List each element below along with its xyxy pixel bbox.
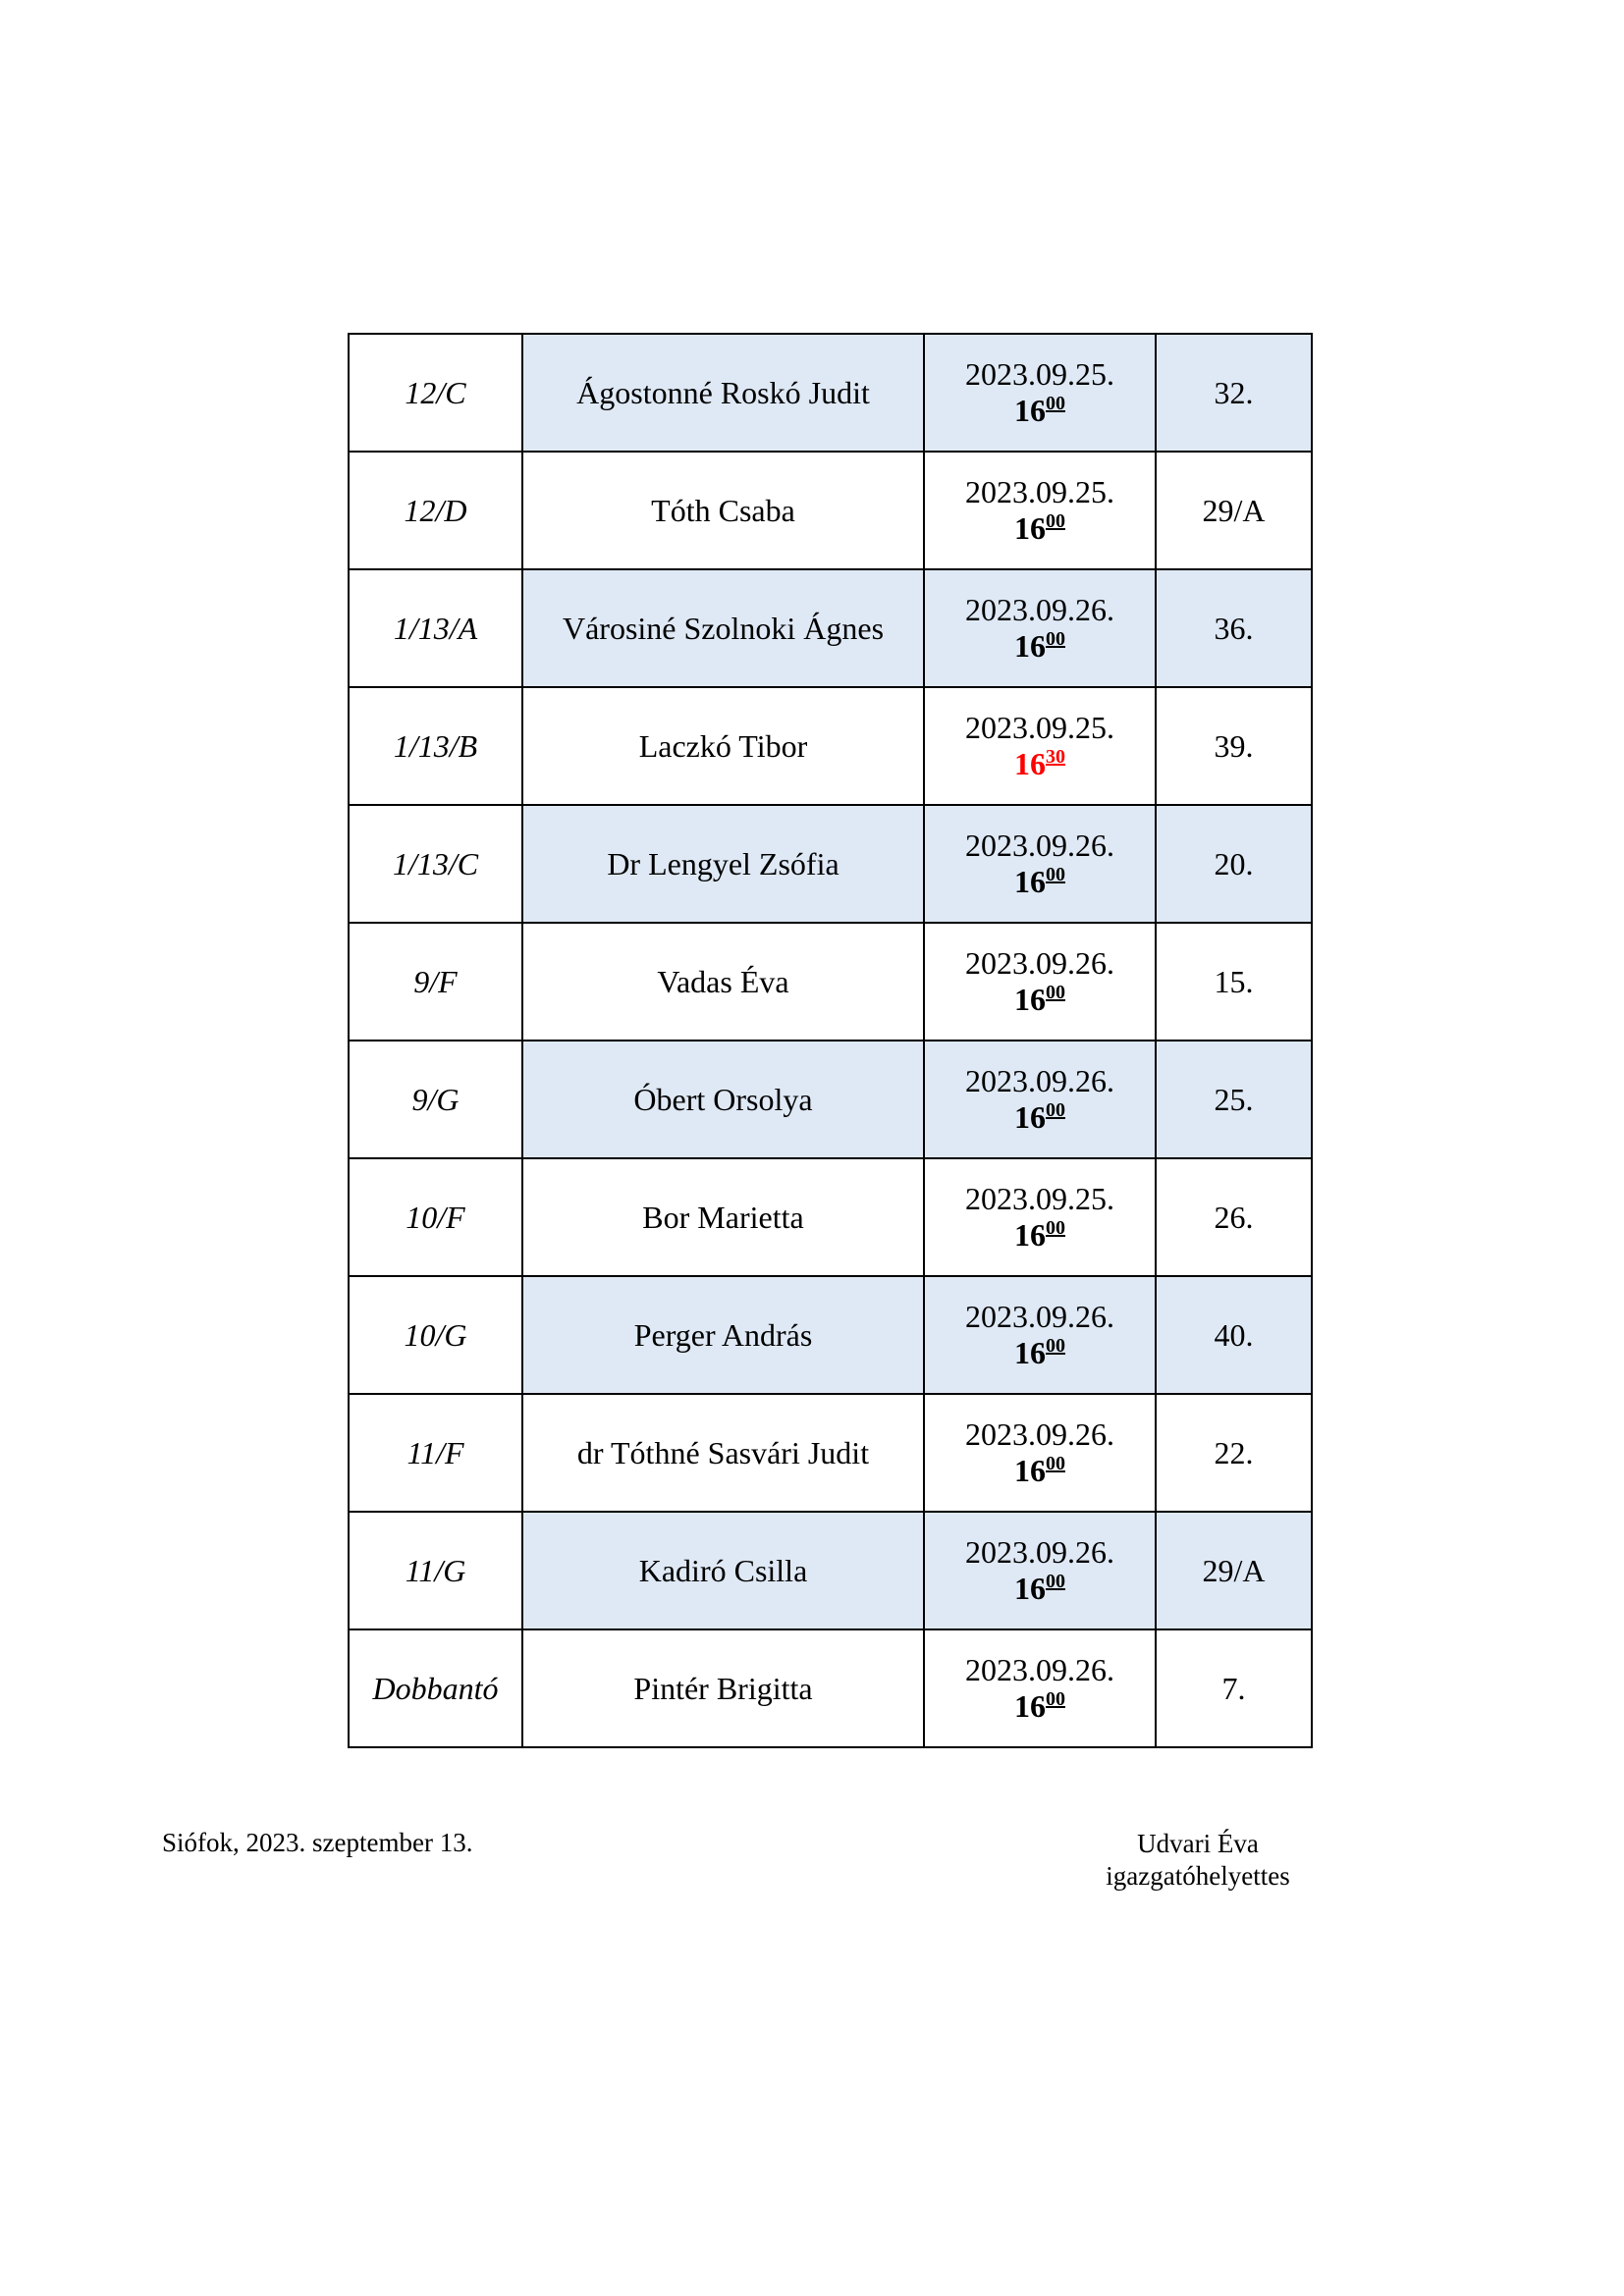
datetime-cell: [924, 1629, 1156, 1747]
table-row: [349, 1276, 1312, 1394]
time-hour: 16: [1014, 1688, 1046, 1724]
time-hour: 16: [1014, 864, 1046, 899]
class-cell: 12/D: [349, 452, 522, 569]
table-row: [349, 452, 1312, 569]
teacher-cell: Laczkó Tibor: [522, 687, 924, 805]
room-cell: 25.: [1156, 1041, 1312, 1158]
time-hour: 16: [1014, 393, 1046, 428]
room-cell: 32.: [1156, 334, 1312, 452]
date-text: 2023.09.25.: [965, 474, 1114, 510]
table-row: [349, 1629, 1312, 1747]
datetime-cell: [924, 1158, 1156, 1276]
table-row: [349, 687, 1312, 805]
class-cell: 12/C: [349, 334, 522, 452]
room-cell: 29/A: [1156, 1512, 1312, 1629]
teacher-cell: Ágostonné Roskó Judit: [522, 334, 924, 452]
signer-title: igazgatóhelyettes: [1106, 1861, 1290, 1891]
time-text: [925, 1571, 1155, 1607]
time-text: [925, 1099, 1155, 1136]
room-cell: 40.: [1156, 1276, 1312, 1394]
time-text: [925, 982, 1155, 1018]
time-minute: 00: [1046, 393, 1065, 414]
teacher-cell: Bor Marietta: [522, 1158, 924, 1276]
time-text: [925, 393, 1155, 429]
room-cell: 26.: [1156, 1158, 1312, 1276]
schedule-body: [349, 334, 1312, 1747]
datetime-cell: [924, 805, 1156, 923]
time-minute: 00: [1046, 1688, 1065, 1710]
time-minute: 00: [1046, 628, 1065, 650]
date-text: 2023.09.26.: [965, 1534, 1114, 1571]
class-cell: 1/13/A: [349, 569, 522, 687]
datetime-cell: [924, 569, 1156, 687]
table-row: [349, 1512, 1312, 1629]
datetime-cell: [924, 923, 1156, 1041]
datetime-cell: [924, 452, 1156, 569]
class-cell: 11/F: [349, 1394, 522, 1512]
time-hour: 16: [1014, 510, 1046, 546]
time-text: [925, 746, 1155, 782]
date-text: 2023.09.25.: [965, 1181, 1114, 1217]
class-cell: 1/13/C: [349, 805, 522, 923]
class-cell: 10/G: [349, 1276, 522, 1394]
datetime-cell: [924, 1276, 1156, 1394]
class-cell: Dobbantó: [349, 1629, 522, 1747]
time-minute: 00: [1046, 982, 1065, 1003]
date-text: 2023.09.25.: [965, 710, 1114, 746]
table-row: [349, 923, 1312, 1041]
time-text: [925, 628, 1155, 665]
room-cell: 36.: [1156, 569, 1312, 687]
room-cell: 29/A: [1156, 452, 1312, 569]
time-hour: 16: [1014, 1099, 1046, 1135]
signer-name: Udvari Éva: [1137, 1829, 1259, 1858]
date-text: 2023.09.26.: [965, 1652, 1114, 1688]
time-hour: 16: [1014, 746, 1046, 781]
time-text: [925, 1217, 1155, 1254]
time-minute: 00: [1046, 1217, 1065, 1239]
time-hour: 16: [1014, 628, 1046, 664]
date-text: 2023.09.26.: [965, 1299, 1114, 1335]
time-minute: 00: [1046, 1453, 1065, 1474]
class-cell: 9/G: [349, 1041, 522, 1158]
room-cell: 22.: [1156, 1394, 1312, 1512]
datetime-cell: [924, 1394, 1156, 1512]
time-minute: 00: [1046, 864, 1065, 885]
table-row: [349, 1394, 1312, 1512]
time-hour: 16: [1014, 1335, 1046, 1370]
datetime-cell: [924, 687, 1156, 805]
teacher-cell: Óbert Orsolya: [522, 1041, 924, 1158]
datetime-cell: [924, 1512, 1156, 1629]
date-text: 2023.09.26.: [965, 828, 1114, 864]
room-cell: 39.: [1156, 687, 1312, 805]
table-row: [349, 569, 1312, 687]
table-row: [349, 334, 1312, 452]
teacher-cell: Kadiró Csilla: [522, 1512, 924, 1629]
time-hour: 16: [1014, 1217, 1046, 1253]
date-text: 2023.09.25.: [965, 356, 1114, 393]
time-text: [925, 510, 1155, 547]
signature-block: [1080, 1828, 1316, 1893]
schedule-table: [348, 333, 1313, 1748]
date-text: 2023.09.26.: [965, 1416, 1114, 1453]
time-text: [925, 1688, 1155, 1725]
time-hour: 16: [1014, 1453, 1046, 1488]
room-cell: 20.: [1156, 805, 1312, 923]
datetime-cell: [924, 334, 1156, 452]
class-cell: 11/G: [349, 1512, 522, 1629]
table-row: [349, 1041, 1312, 1158]
teacher-cell: Vadas Éva: [522, 923, 924, 1041]
datetime-cell: [924, 1041, 1156, 1158]
place-date: Siófok, 2023. szeptember 13.: [162, 1828, 473, 1857]
date-text: 2023.09.26.: [965, 592, 1114, 628]
class-cell: 9/F: [349, 923, 522, 1041]
time-minute: 30: [1046, 746, 1065, 768]
time-text: [925, 864, 1155, 900]
time-hour: 16: [1014, 982, 1046, 1017]
teacher-cell: Dr Lengyel Zsófia: [522, 805, 924, 923]
table-row: [349, 1158, 1312, 1276]
room-cell: 15.: [1156, 923, 1312, 1041]
teacher-cell: Városiné Szolnoki Ágnes: [522, 569, 924, 687]
table-row: [349, 805, 1312, 923]
time-minute: 00: [1046, 1571, 1065, 1592]
date-text: 2023.09.26.: [965, 945, 1114, 982]
time-minute: 00: [1046, 510, 1065, 532]
date-text: 2023.09.26.: [965, 1063, 1114, 1099]
time-minute: 00: [1046, 1099, 1065, 1121]
time-text: [925, 1453, 1155, 1489]
teacher-cell: Pintér Brigitta: [522, 1629, 924, 1747]
teacher-cell: Tóth Csaba: [522, 452, 924, 569]
time-minute: 00: [1046, 1335, 1065, 1357]
teacher-cell: Perger András: [522, 1276, 924, 1394]
class-cell: 10/F: [349, 1158, 522, 1276]
time-hour: 16: [1014, 1571, 1046, 1606]
room-cell: 7.: [1156, 1629, 1312, 1747]
class-cell: 1/13/B: [349, 687, 522, 805]
time-text: [925, 1335, 1155, 1371]
teacher-cell: dr Tóthné Sasvári Judit: [522, 1394, 924, 1512]
